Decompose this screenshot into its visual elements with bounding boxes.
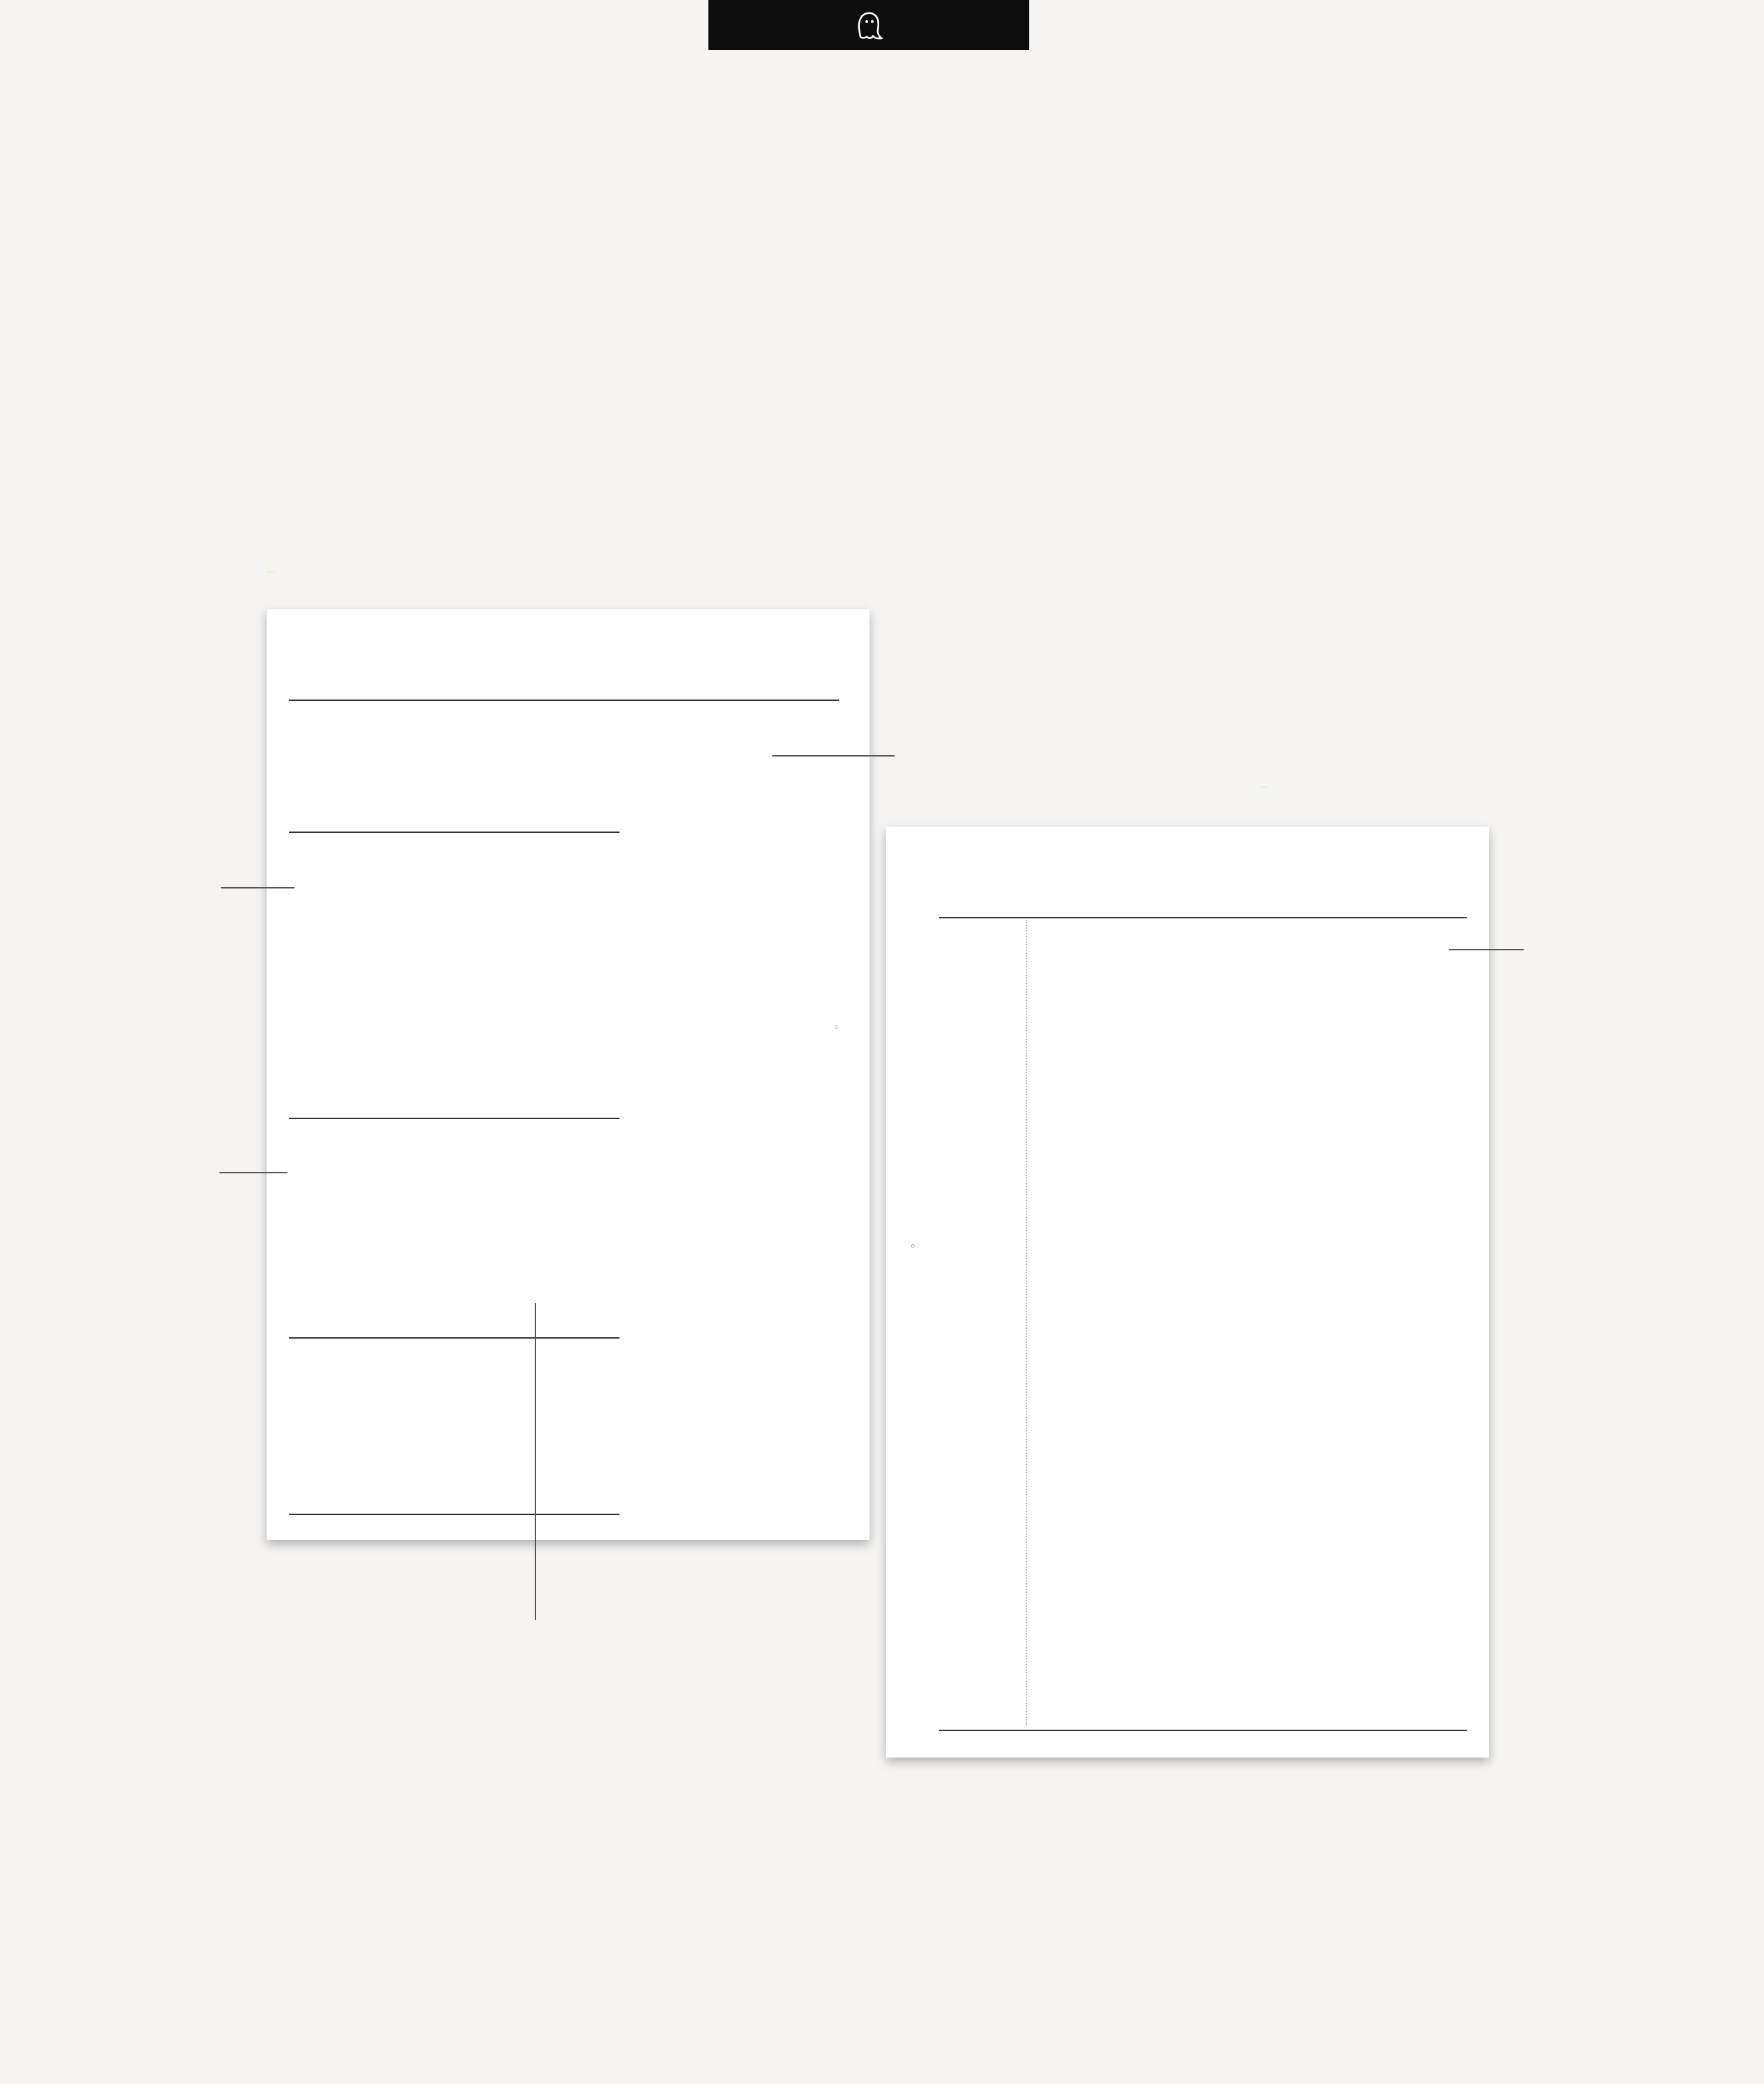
journal-side-logo bbox=[908, 1243, 917, 1249]
daily-plan-sheet bbox=[267, 609, 869, 1540]
checkbox-leader-line bbox=[221, 887, 294, 888]
schedule-leader-line bbox=[772, 755, 895, 756]
ghost-icon bbox=[855, 9, 883, 41]
plan-date-row bbox=[485, 684, 576, 695]
left-page-tag bbox=[266, 571, 274, 572]
brand-header bbox=[708, 0, 1029, 50]
notes-bottom-rule bbox=[289, 1514, 619, 1515]
ghost-icon: ○ bbox=[908, 1243, 917, 1250]
todo-bottom-rule bbox=[289, 1118, 619, 1119]
journal-bottom-rule bbox=[939, 1730, 1467, 1731]
meals-bottom-rule bbox=[289, 1337, 619, 1339]
plan-header-rule bbox=[289, 700, 839, 701]
journal-margin-line bbox=[1026, 920, 1027, 1726]
ghost-icon: ○ bbox=[832, 1025, 840, 1031]
plan-side-logo bbox=[832, 1025, 840, 1030]
journal-header-rule bbox=[939, 917, 1467, 918]
journal-leader-line bbox=[1449, 949, 1524, 950]
journal-date-row bbox=[1138, 901, 1228, 912]
right-page-tag bbox=[1260, 786, 1268, 788]
gratitude-leader-line bbox=[535, 1303, 536, 1620]
priorities-bottom-rule bbox=[289, 832, 619, 833]
daily-journal-sheet bbox=[886, 827, 1489, 1758]
meal-leader-line bbox=[219, 1172, 288, 1173]
